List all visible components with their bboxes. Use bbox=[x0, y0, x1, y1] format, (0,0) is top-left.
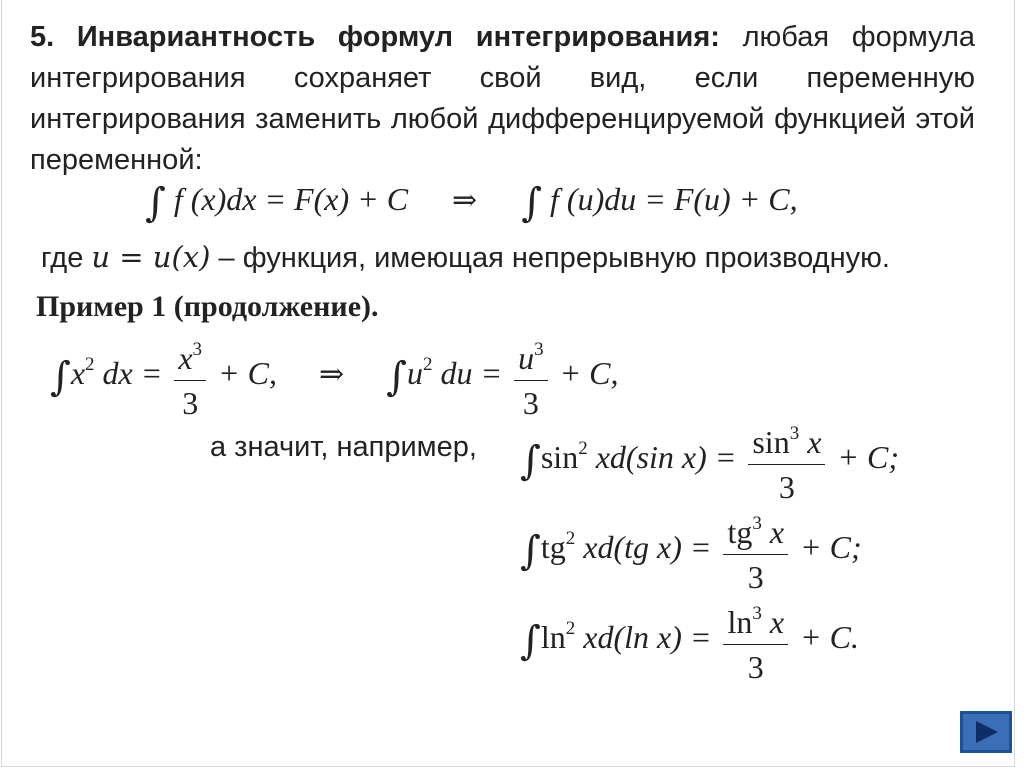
meaning-text: а значит, например, bbox=[210, 431, 477, 463]
integral-sign: ∫ bbox=[50, 353, 71, 400]
where-prefix: где bbox=[41, 242, 92, 274]
formula-superscript: 2 bbox=[578, 437, 588, 459]
next-slide-button[interactable] bbox=[960, 711, 1012, 753]
formula-term: xd(sin x) = bbox=[595, 438, 737, 475]
formula-superscript: 3 bbox=[752, 513, 762, 534]
formula-term: du = bbox=[440, 354, 503, 391]
function-name: ln bbox=[727, 604, 753, 640]
integral-sign: ∫ bbox=[521, 180, 543, 226]
integral-sign: ∫ bbox=[386, 353, 407, 400]
formula-superscript: 2 bbox=[85, 353, 95, 375]
where-line bbox=[41, 240, 890, 275]
fraction-denominator: 3 bbox=[747, 559, 764, 595]
function-name: ln bbox=[540, 618, 566, 655]
paragraph-text: любая формула интегрирования сохраняет свой вид, если переменную интегрирования заменить любой дифференцируемой функцией этой переменной: bbox=[30, 21, 976, 176]
formula-superscript: 2 bbox=[565, 617, 576, 639]
fraction bbox=[514, 328, 548, 425]
integral-sign: ∫ bbox=[145, 180, 166, 226]
integral-sign: ∫ bbox=[520, 527, 541, 574]
formula-superscript: 2 bbox=[565, 527, 576, 549]
function-name: tg bbox=[540, 528, 566, 565]
fraction-denominator: 3 bbox=[182, 385, 199, 421]
formula-term: xd(tg x) = bbox=[583, 528, 712, 565]
paragraph bbox=[30, 17, 975, 181]
formula-term: u bbox=[406, 354, 423, 391]
fraction-numerator: x bbox=[178, 340, 193, 376]
formula-superscript: 3 bbox=[192, 339, 203, 360]
formula-ln bbox=[520, 592, 859, 689]
function-name: sin bbox=[540, 438, 579, 475]
fraction bbox=[748, 412, 825, 509]
formula-superscript: 3 bbox=[789, 423, 800, 444]
formula-tg bbox=[520, 502, 862, 599]
fraction bbox=[723, 502, 788, 599]
fraction-numerator: x bbox=[807, 424, 822, 460]
formula-term: x bbox=[70, 354, 86, 391]
formula-u-form: f (u)du = F(u) + C, bbox=[550, 181, 798, 217]
fraction-numerator: x bbox=[769, 514, 785, 550]
fraction bbox=[174, 328, 206, 425]
where-expression: u = u(x) bbox=[91, 240, 211, 274]
formula-x-form: f (x)dx = F(x) + C bbox=[173, 181, 409, 217]
integral-sign: ∫ bbox=[520, 437, 541, 484]
formula-example-power bbox=[50, 328, 619, 425]
formula-term: + C. bbox=[800, 618, 859, 655]
fraction-numerator: u bbox=[518, 340, 535, 376]
implies-arrow: ⇒ bbox=[318, 357, 345, 391]
formula-term: + C, bbox=[559, 354, 619, 391]
play-icon bbox=[976, 721, 998, 743]
formula-term: + C; bbox=[837, 438, 899, 475]
formula-term: + C; bbox=[800, 528, 862, 565]
example-title: Пример 1 (продолжение). bbox=[36, 290, 379, 323]
formula-superscript: 3 bbox=[534, 339, 544, 360]
function-name: sin bbox=[752, 424, 790, 460]
formula-term: xd(ln x) = bbox=[583, 618, 712, 655]
formula-superscript: 2 bbox=[422, 353, 433, 375]
fraction-denominator: 3 bbox=[522, 385, 539, 421]
formula-superscript: 3 bbox=[752, 603, 762, 624]
formula-term: + C, bbox=[218, 354, 277, 391]
fraction-denominator: 3 bbox=[778, 469, 795, 505]
integral-sign: ∫ bbox=[520, 617, 541, 664]
where-suffix: – функция, имеющая непрерывную производную. bbox=[210, 242, 890, 274]
fraction bbox=[723, 592, 788, 689]
fraction-denominator: 3 bbox=[747, 649, 764, 685]
paragraph-heading: 5. Инвариантность формул интегрирования: bbox=[30, 21, 720, 53]
formula-term: dx = bbox=[102, 354, 163, 391]
fraction-numerator: x bbox=[769, 604, 785, 640]
function-name: tg bbox=[727, 514, 753, 550]
implies-arrow: ⇒ bbox=[452, 184, 478, 217]
formula-sin bbox=[520, 412, 899, 509]
formula-invariance bbox=[145, 180, 798, 226]
